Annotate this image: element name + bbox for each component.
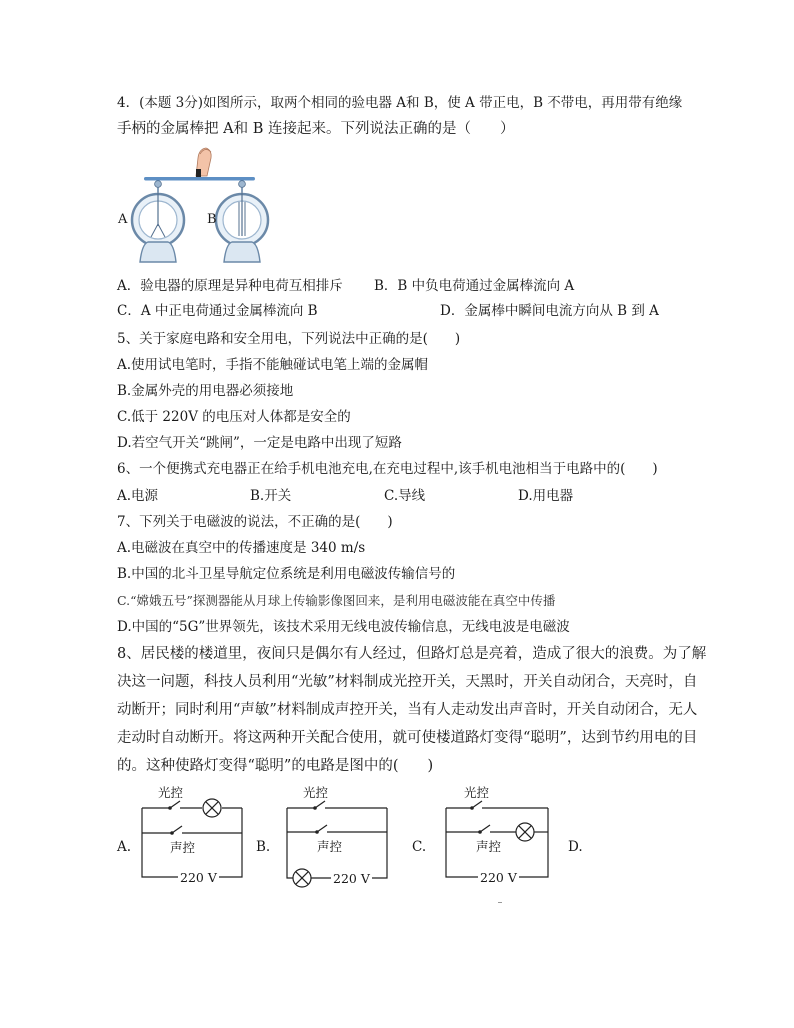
- q8-stem-line2: 决这一问题，科技人员利用“光敏”材料制成光控开关，天黑时，开关自动闭合，天亮时，自: [117, 674, 698, 690]
- q5-option-c: C.低于 220V 的电压对人体都是安全的: [117, 409, 351, 425]
- circuit-label-b: B.: [256, 839, 271, 855]
- circuit-b-light-label: 光控: [303, 785, 329, 800]
- q4-option-d: D．金属棒中瞬间电流方向从 B 到 A: [440, 303, 659, 319]
- electroscope-label-a: A: [118, 212, 128, 227]
- q6-option-b: B.开关: [250, 488, 292, 504]
- electroscope-diagram: [112, 144, 272, 268]
- circuit-c-light-label: 光控: [464, 785, 490, 800]
- q4-stem-line2: 手柄的金属棒把 A和 B 连接起来。下列说法正确的是（ ）: [117, 121, 515, 137]
- q7-option-b: B.中国的北斗卫星导航定位系统是利用电磁波传输信号的: [117, 566, 456, 582]
- q6-stem: 6、一个便携式充电器正在给手机电池充电,在充电过程中,该手机电池相当于电路中的( ): [117, 461, 658, 477]
- q5-option-a: A.使用试电笔时，手指不能触碰试电笔上端的金属帽: [117, 357, 429, 373]
- electroscope-label-b: B: [207, 212, 217, 227]
- q5-option-b: B.金属外壳的用电器必须接地: [117, 383, 294, 399]
- circuit-a-voltage-label: 220 V: [180, 870, 217, 885]
- circuit-b: [283, 780, 393, 892]
- circuit-b-sound-label: 声控: [317, 839, 343, 854]
- metal-rod: [144, 177, 255, 181]
- scan-mark: [498, 902, 502, 903]
- electroscope-figure: [112, 144, 272, 268]
- q4-option-b: B．B 中负电荷通过金属棒流向 A: [374, 278, 575, 294]
- q7-stem: 7、下列关于电磁波的说法，不正确的是( ): [117, 514, 393, 530]
- circuit-label-c: C.: [412, 839, 427, 855]
- q5-option-d: D.若空气开关“跳闸”，一定是电路中出现了短路: [117, 435, 402, 451]
- q8-stem-line1: 8、居民楼的楼道里，夜间只是偶尔有人经过，但路灯总是亮着，造成了很大的浪费。为了解: [117, 646, 707, 662]
- q4-stem-line1: 4．(本题 3分)如图所示，取两个相同的验电器 A和 B，使 A 带正电，B 不带电，再用带有绝缘: [117, 95, 683, 111]
- q7-option-d: D.中国的“5G”世界领先，该技术采用无线电波传输信息，无线电波是电磁波: [117, 619, 570, 635]
- q6-option-a: A.电源: [117, 488, 159, 504]
- circuit-a-sound-label: 声控: [170, 840, 196, 855]
- circuit-c-sound-label: 声控: [476, 839, 502, 854]
- q8-stem-line3: 动断开；同时利用“声敏”材料制成声控开关，当有人走动发出声音时，开关自动闭合，无人: [117, 702, 698, 718]
- q4-option-c: C．A 中正电荷通过金属棒流向 B: [117, 303, 318, 319]
- electroscope-a: [132, 181, 184, 262]
- circuit-a: [138, 780, 248, 890]
- q6-option-c: C.导线: [384, 488, 426, 504]
- q5-stem: 5、关于家庭电路和安全用电，下列说法中正确的是( ): [117, 331, 461, 347]
- circuit-label-d: D.: [568, 839, 583, 855]
- circuit-a-light-label: 光控: [158, 785, 184, 800]
- circuit-c-voltage-label: 220 V: [480, 870, 517, 885]
- circuit-label-a: A.: [117, 839, 132, 855]
- electroscope-b: [216, 181, 268, 262]
- circuit-c: [442, 780, 554, 890]
- q8-stem-line4: 走动时自动断开。将这两种开关配合使用，就可使楼道路灯变得“聪明”，达到节约用电的目: [117, 730, 698, 746]
- q6-option-d: D.用电器: [518, 488, 574, 504]
- q4-option-a: A．验电器的原理是异种电荷互相排斥: [117, 278, 343, 294]
- q7-option-a: A.电磁波在真空中的传播速度是 340 m/s: [117, 540, 366, 556]
- q8-stem-line5: 的。这种使路灯变得“聪明”的电路是图中的( ): [117, 758, 434, 774]
- circuit-b-voltage-label: 220 V: [333, 871, 370, 886]
- q7-option-c: C.“嫦娥五号”探测器能从月球上传输影像图回来，是利用电磁波能在真空中传播: [117, 593, 556, 608]
